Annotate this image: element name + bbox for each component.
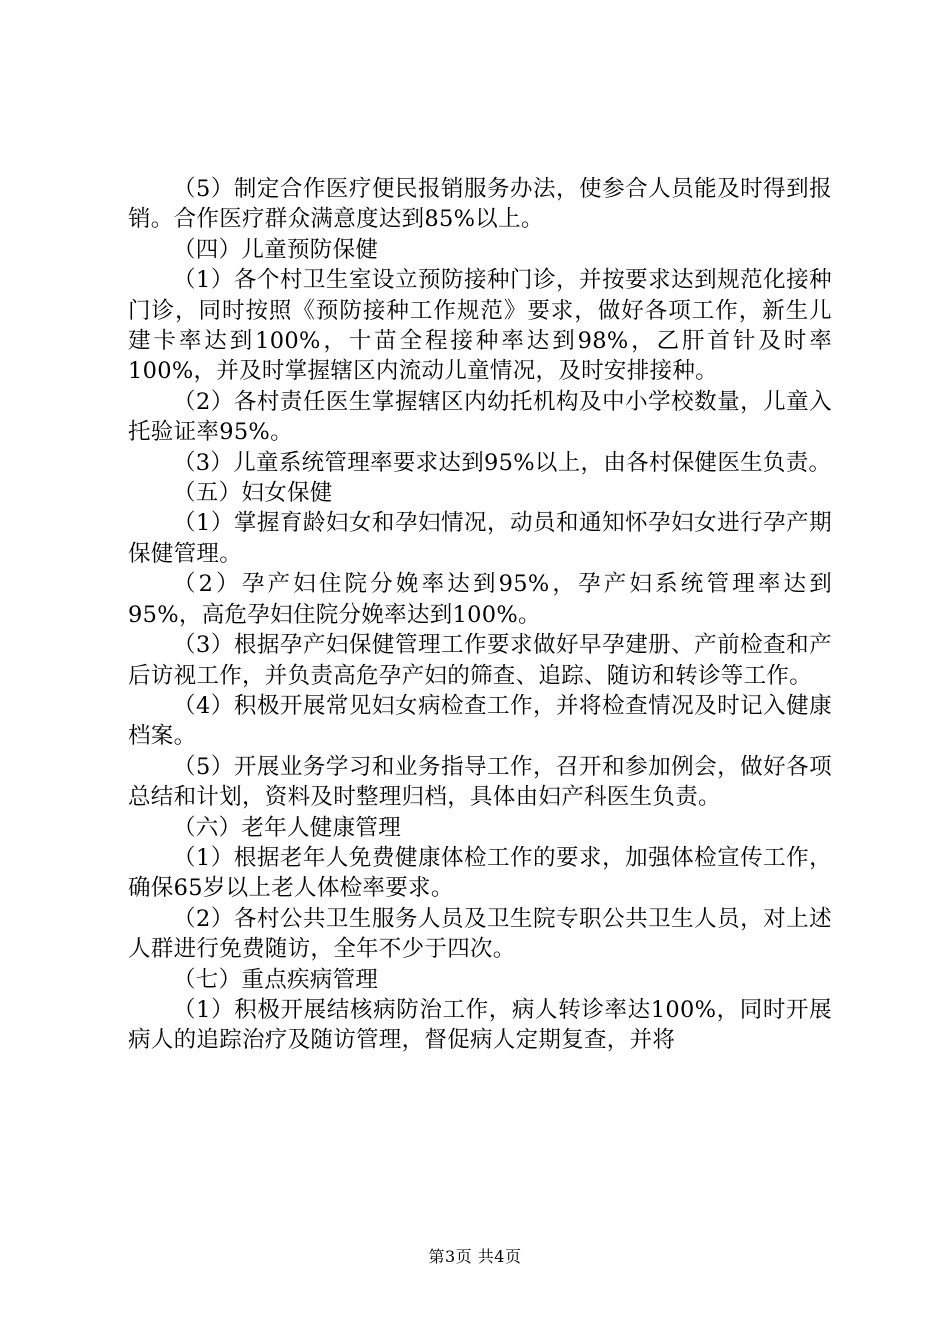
page-footer: 第3页 共4页	[428, 1247, 522, 1266]
paragraph-5: （1）掌握育龄妇女和孕妇情况，动员和通知怀孕妇女进行孕产期保健管理。	[128, 510, 832, 567]
paragraph-7: （3）根据孕产妇保健管理工作要求做好早孕建册、产前检查和产后访视工作，并负责高危孕产妇的筛查、追踪、随访和转诊等工作。	[128, 632, 832, 689]
section-heading-7: （七）重点疾病管理	[173, 966, 379, 993]
paragraph-2: （1）各个村卫生室设立预防接种门诊，并按要求达到规范化接种门诊，同时按照《预防接种工作规范》要求，做好各项工作，新生儿建卡率达到100%，十苗全程接种率达到98%，乙肝首针及时率100%，并及时掌握辖区内流动儿童情况，及时安排接种。	[128, 267, 832, 385]
paragraph-9: （5）开展业务学习和业务指导工作，召开和参加例会，做好各项总结和计划，资料及时整理归档，具体由妇产科医生负责。	[128, 753, 832, 811]
paragraph-10: （1）根据老年人免费健康体检工作的要求，加强体检宣传工作，确保65岁以上老人体检率要求。	[128, 844, 832, 902]
section-heading-6: （六）老年人健康管理	[173, 814, 402, 841]
paragraph-4: （3）儿童系统管理率要求达到95%以上，由各村保健医生负责。	[173, 449, 832, 476]
paragraph-11: （2）各村公共卫生服务人员及卫生院专职公共卫生人员，对上述人群进行免费随访，全年不少于四次。	[128, 905, 832, 963]
paragraph-8: （4）积极开展常见妇女病检查工作，并将检查情况及时记入健康档案。	[128, 692, 832, 750]
paragraph-1: （5）制定合作医疗便民报销服务办法，使参合人员能及时得到报销。合作医疗群众满意度达到85%以上。	[128, 176, 832, 233]
paragraph-12: （1）积极开展结核病防治工作，病人转诊率达100%，同时开展病人的追踪治疗及随访管理，督促病人定期复查，并将	[128, 996, 832, 1054]
paragraph-3: （2）各村责任医生掌握辖区内幼托机构及中小学校数量，儿童入托验证率95%。	[128, 388, 832, 446]
document-body	[128, 174, 832, 1056]
section-heading-5: （五）妇女保健	[173, 480, 333, 507]
paragraph-6: （2）孕产妇住院分娩率达到95%，孕产妇系统管理率达到95%，高危孕妇住院分娩率达到100%。	[128, 571, 832, 628]
section-heading-4: （四）儿童预防保健	[173, 236, 379, 263]
